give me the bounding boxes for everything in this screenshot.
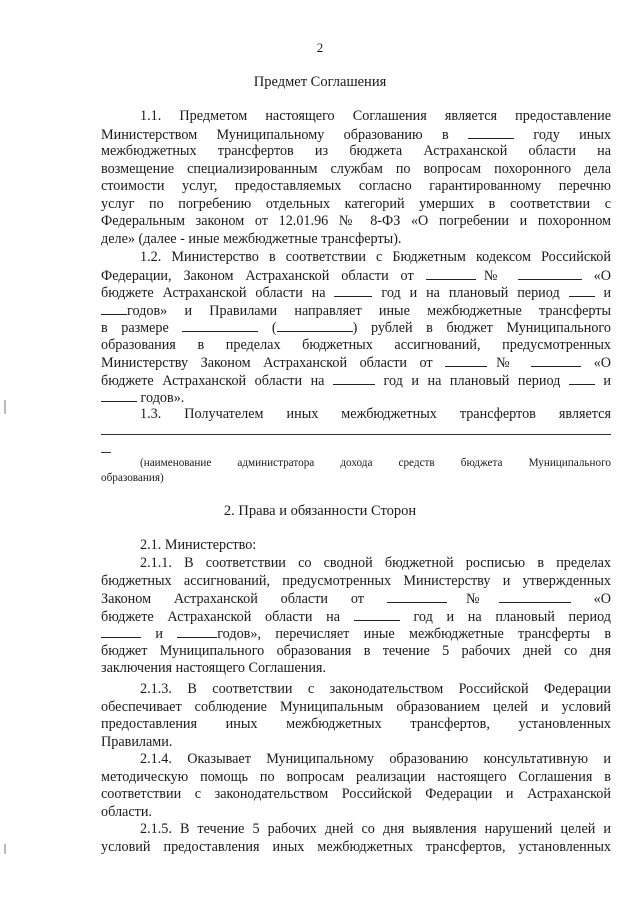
scan-edge-mark: [4, 400, 6, 414]
year-blank: [468, 126, 514, 139]
paragraph-2-1-1: [101, 555, 611, 678]
text-line: в размере ( ) рублей в бюджет Муниципального: [101, 320, 611, 336]
text-line: области.: [101, 803, 152, 820]
paragraph-1-2: [101, 249, 611, 407]
text-line: 2.1.3. В соответствии с законодательством Российской Федерации: [140, 681, 611, 697]
text-line: 1.3. Получателем иных межбюджетных трансфертов является: [140, 406, 611, 422]
text-line: бюджете Астраханской области на год и на плановый период и: [101, 285, 612, 301]
text-line: Правилами.: [101, 733, 173, 750]
text-line: годов».: [101, 389, 611, 407]
text-line: бюджете Астраханской области на год и на плановый период и: [101, 372, 612, 389]
text-line: обеспечивает соблюдение Муниципальным образованием целей и условий: [101, 698, 611, 715]
paragraph-2-1-4: [101, 751, 611, 821]
text-line: межбюджетных трансфертов из бюджета Астраханской области на: [101, 143, 611, 159]
text-line: 2.1.5. В течение 5 рабочих дней со дня выявления нарушений целей и: [140, 821, 611, 837]
text-line: 1.1. Предметом настоящего Соглашения является предоставление: [140, 108, 611, 124]
text-line: 1.2. Министерство в соответствии с Бюджетным кодексом Российской: [140, 249, 611, 265]
text-line: методическую помощь по вопросам реализации настоящего Соглашения в: [101, 768, 611, 785]
text-line: соответствии с законодательством Российской Федерации и Астраханской: [101, 786, 611, 802]
paragraph-2-1-3: [101, 681, 611, 751]
paragraph-2-1: [101, 537, 611, 555]
text-line: условий предоставления иных межбюджетных трансфертов, установленных: [101, 838, 611, 855]
text-line: услуг по погребению отдельных категорий умерших в соответствии с: [101, 195, 611, 212]
recipient-blank-line-short: [101, 452, 111, 453]
text-line: деле» (далее - иные межбюджетные трансферты).: [101, 230, 402, 247]
section-title-rights: 2. Права и обязанности Сторон: [223, 503, 417, 519]
paragraph-2-1-5: [101, 821, 611, 856]
text-line: 2.1. Министерство:: [140, 537, 257, 553]
text-line: Министерством Муниципальному образованию в году иных: [101, 126, 611, 143]
scan-edge-mark: [4, 844, 6, 854]
paragraph-1-3: [101, 406, 611, 424]
text-line: Федеральным законом от 12.01.96 № 8-ФЗ «О погребении и похоронном: [101, 213, 611, 229]
caption-line: (наименование администратора дохода средств бюджета Муниципального: [140, 457, 611, 469]
text-line: стоимости услуг, предоставляемых согласно гарантированному перечню: [101, 178, 611, 194]
text-line: заключения настоящего Соглашения.: [101, 660, 327, 676]
text-line: годов» и Правилами направляет иные межбюджетные трансферты: [101, 302, 611, 320]
text-line: образования в пределах бюджетных ассигнований, предусмотренных: [101, 336, 611, 353]
caption-line: образования): [101, 472, 164, 484]
text-line: Федерации, Законом Астраханской области от № «О: [101, 267, 611, 284]
text-line: возмещение специализированным службам по вопросам похоронного дела: [101, 160, 611, 177]
text-line: бюджете Астраханской области на год и на плановый период: [101, 608, 612, 625]
recipient-blank-line: [101, 434, 611, 435]
text-line: и годов», перечисляет иные межбюджетные трансферты в: [101, 625, 611, 643]
text-line: Министерству Законом Астраханской области от № «О: [101, 355, 611, 371]
section-title-subject: Предмет Соглашения: [253, 74, 387, 90]
text-line: предоставления иных межбюджетных трансфертов, установленных: [101, 716, 611, 732]
page-number: 2: [316, 40, 324, 55]
text-line: Законом Астраханской области от № «О: [101, 591, 611, 607]
text-line: бюджет Муниципального образования в течение 5 рабочих дней со дня: [101, 642, 611, 659]
text-line: бюджетных ассигнований, предусмотренных Министерству и утвержденных: [101, 572, 611, 589]
paragraph-1-1: [101, 108, 611, 248]
text-line: 2.1.1. В соответствии со сводной бюджетной росписью в пределах: [140, 555, 611, 571]
recipient-caption: [101, 456, 611, 486]
text-line: 2.1.4. Оказывает Муниципальному образованию консультативную и: [140, 751, 611, 767]
